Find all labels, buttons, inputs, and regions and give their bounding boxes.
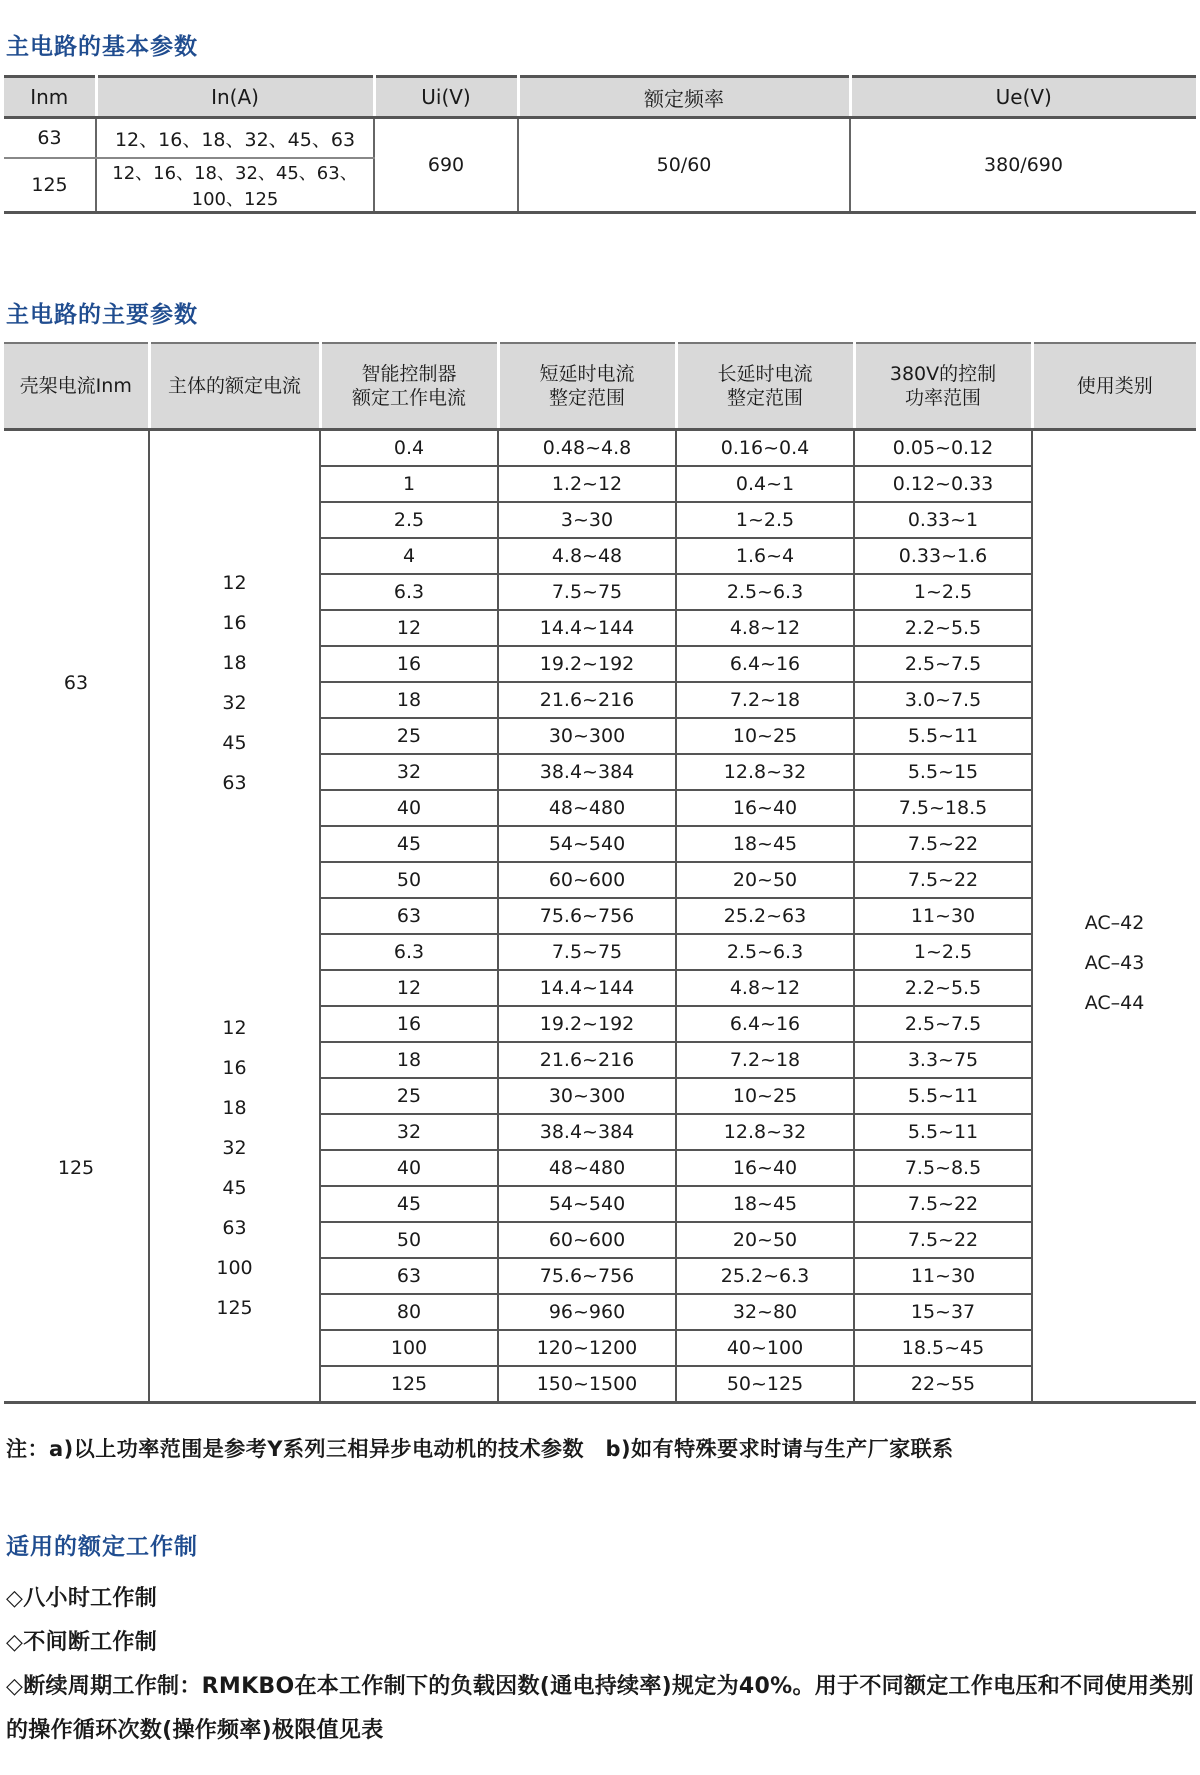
header-power-range	[854, 343, 1032, 430]
power-range-cell: 7.5~22	[854, 1186, 1032, 1222]
controller-current-cell: 12	[320, 970, 498, 1006]
diamond-icon: ◇	[6, 1586, 24, 1611]
short-delay-cell: 96~960	[498, 1294, 676, 1330]
main-params-header-row	[4, 343, 1196, 430]
long-delay-cell: 7.2~18	[676, 682, 854, 718]
short-delay-cell: 54~540	[498, 826, 676, 862]
power-range-cell: 15~37	[854, 1294, 1032, 1330]
diamond-icon: ◇	[6, 1630, 24, 1655]
power-range-cell: 1~2.5	[854, 574, 1032, 610]
long-delay-cell: 32~80	[676, 1294, 854, 1330]
short-delay-cell: 48~480	[498, 790, 676, 826]
power-range-cell: 0.33~1.6	[854, 538, 1032, 574]
long-delay-cell: 0.4~1	[676, 466, 854, 502]
category-value: AC–42	[1084, 912, 1145, 934]
long-delay-cell: 25.2~6.3	[676, 1258, 854, 1294]
table-row	[4, 934, 1196, 970]
power-range-cell: 7.5~18.5	[854, 790, 1032, 826]
controller-current-cell: 25	[320, 718, 498, 754]
header-controller-current	[320, 343, 498, 430]
power-range-cell: 11~30	[854, 1258, 1032, 1294]
long-delay-cell: 18~45	[676, 1186, 854, 1222]
power-range-cell: 7.5~22	[854, 862, 1032, 898]
short-delay-cell: 75.6~756	[498, 898, 676, 934]
header-category: 使用类别	[1032, 343, 1196, 430]
controller-current-cell: 63	[320, 898, 498, 934]
long-delay-cell: 6.4~16	[676, 1006, 854, 1042]
controller-current-cell: 1	[320, 466, 498, 502]
rated-current-value: 18	[222, 1096, 247, 1119]
ue-cell: 380/690	[850, 118, 1196, 213]
main-params-body	[4, 430, 1196, 1403]
power-range-cell: 7.5~22	[854, 826, 1032, 862]
short-delay-cell: 75.6~756	[498, 1258, 676, 1294]
long-delay-cell: 16~40	[676, 790, 854, 826]
ui-cell: 690	[374, 118, 518, 213]
controller-current-cell: 50	[320, 862, 498, 898]
controller-current-cell: 16	[320, 1006, 498, 1042]
short-delay-cell: 21.6~216	[498, 682, 676, 718]
basic-params-table	[4, 75, 1196, 214]
controller-current-cell: 100	[320, 1330, 498, 1366]
power-range-cell: 2.5~7.5	[854, 1006, 1032, 1042]
short-delay-cell: 14.4~144	[498, 610, 676, 646]
rated-current-value: 18	[222, 651, 247, 674]
header-frame-current: 壳架电流Inm	[4, 343, 149, 430]
power-range-cell: 5.5~11	[854, 1114, 1032, 1150]
header-line: 功率范围	[904, 387, 981, 409]
long-delay-cell: 12.8~32	[676, 754, 854, 790]
controller-current-cell: 12	[320, 610, 498, 646]
note: 注：a)以上功率范围是参考Y系列三相异步电动机的技术参数 b)如有特殊要求时请与生产厂家联系	[6, 1437, 954, 1461]
controller-current-cell: 45	[320, 1186, 498, 1222]
rated-current-value: 45	[222, 1176, 247, 1199]
controller-current-cell: 18	[320, 682, 498, 718]
long-delay-cell: 20~50	[676, 1222, 854, 1258]
header-line: 短延时电流	[539, 363, 635, 385]
short-delay-cell: 1.2~12	[498, 466, 676, 502]
rated-current-value: 63	[222, 771, 247, 794]
controller-current-cell: 32	[320, 1114, 498, 1150]
header-line: 整定范围	[726, 387, 803, 409]
controller-current-cell: 50	[320, 1222, 498, 1258]
short-delay-cell: 120~1200	[498, 1330, 676, 1366]
short-delay-cell: 48~480	[498, 1150, 676, 1186]
power-range-cell: 3.3~75	[854, 1042, 1032, 1078]
duty-item-text: 八小时工作制	[23, 1586, 158, 1611]
section2-title: 主电路的主要参数	[6, 302, 198, 328]
rated-current-value: 16	[222, 1056, 247, 1079]
short-delay-cell: 150~1500	[498, 1366, 676, 1403]
rated-current-value: 45	[222, 731, 247, 754]
rated-current-value: 32	[222, 691, 247, 714]
long-delay-cell: 4.8~12	[676, 610, 854, 646]
long-delay-cell: 6.4~16	[676, 646, 854, 682]
header-inm: Inm	[4, 77, 96, 118]
controller-current-cell: 32	[320, 754, 498, 790]
category-value: AC–43	[1084, 952, 1145, 974]
controller-current-cell: 45	[320, 826, 498, 862]
controller-current-cell: 63	[320, 1258, 498, 1294]
long-delay-cell: 2.5~6.3	[676, 934, 854, 970]
controller-current-cell: 6.3	[320, 934, 498, 970]
basic-params-header-row	[4, 77, 1196, 118]
category-value: AC–44	[1084, 992, 1145, 1014]
header-ue: Ue(V)	[850, 77, 1196, 118]
power-range-cell: 11~30	[854, 898, 1032, 934]
controller-current-cell: 80	[320, 1294, 498, 1330]
long-delay-cell: 10~25	[676, 718, 854, 754]
header-rated-current: 主体的额定电流	[149, 343, 320, 430]
rated-current-cell	[149, 934, 320, 1403]
table-row	[4, 118, 1196, 159]
controller-current-cell: 6.3	[320, 574, 498, 610]
long-delay-cell: 1~2.5	[676, 502, 854, 538]
main-params-table	[4, 342, 1196, 1404]
short-delay-cell: 54~540	[498, 1186, 676, 1222]
power-range-cell: 18.5~45	[854, 1330, 1032, 1366]
long-delay-cell: 16~40	[676, 1150, 854, 1186]
long-delay-cell: 7.2~18	[676, 1042, 854, 1078]
long-delay-cell: 40~100	[676, 1330, 854, 1366]
in-cell: 12、16、18、32、45、63	[96, 118, 374, 159]
power-range-cell: 5.5~11	[854, 718, 1032, 754]
frequency-cell: 50/60	[518, 118, 850, 213]
power-range-cell: 3.0~7.5	[854, 682, 1032, 718]
inm-cell: 63	[4, 118, 96, 159]
header-line: 整定范围	[548, 387, 625, 409]
duty-item-text: 不间断工作制	[23, 1630, 158, 1655]
table-row	[4, 430, 1196, 467]
long-delay-cell: 25.2~63	[676, 898, 854, 934]
list-item	[6, 1621, 1196, 1665]
header-line: 智能控制器	[361, 363, 457, 385]
short-delay-cell: 60~600	[498, 862, 676, 898]
header-frequency: 额定频率	[518, 77, 850, 118]
power-range-cell: 5.5~15	[854, 754, 1032, 790]
header-short-delay	[498, 343, 676, 430]
header-line: 380V的控制	[889, 363, 997, 385]
long-delay-cell: 50~125	[676, 1366, 854, 1403]
controller-current-cell: 2.5	[320, 502, 498, 538]
list-item	[6, 1577, 1196, 1621]
section3-title: 适用的额定工作制	[6, 1534, 198, 1560]
power-range-cell: 0.12~0.33	[854, 466, 1032, 502]
rated-current-value: 12	[222, 571, 247, 594]
short-delay-cell: 38.4~384	[498, 1114, 676, 1150]
header-ui: Ui(V)	[374, 77, 518, 118]
duty-list	[6, 1577, 1196, 1753]
power-range-cell: 7.5~8.5	[854, 1150, 1032, 1186]
power-range-cell: 2.2~5.5	[854, 970, 1032, 1006]
controller-current-cell: 16	[320, 646, 498, 682]
rated-current-value: 12	[222, 1016, 247, 1039]
long-delay-cell: 10~25	[676, 1078, 854, 1114]
short-delay-cell: 60~600	[498, 1222, 676, 1258]
long-delay-cell: 12.8~32	[676, 1114, 854, 1150]
short-delay-cell: 3~30	[498, 502, 676, 538]
in-cell: 12、16、18、32、45、63、100、125	[96, 158, 374, 213]
category-cell	[1032, 430, 1196, 1403]
power-range-cell: 7.5~22	[854, 1222, 1032, 1258]
controller-current-cell: 25	[320, 1078, 498, 1114]
rated-current-cell	[149, 430, 320, 935]
controller-current-cell: 4	[320, 538, 498, 574]
power-range-cell: 2.5~7.5	[854, 646, 1032, 682]
header-long-delay	[676, 343, 854, 430]
short-delay-cell: 7.5~75	[498, 574, 676, 610]
list-item	[6, 1665, 1196, 1753]
power-range-cell: 0.05~0.12	[854, 430, 1032, 467]
duty-item-text: 断续周期工作制：RMKBO在本工作制下的负载因数(通电持续率)规定为40%。用于不同额定工作电压和不同使用类别的操作循环次数(操作频率)极限值见表	[6, 1674, 1194, 1743]
short-delay-cell: 38.4~384	[498, 754, 676, 790]
short-delay-cell: 19.2~192	[498, 1006, 676, 1042]
long-delay-cell: 20~50	[676, 862, 854, 898]
header-line: 额定工作电流	[351, 387, 466, 409]
short-delay-cell: 30~300	[498, 718, 676, 754]
diamond-icon: ◇	[6, 1674, 24, 1699]
long-delay-cell: 4.8~12	[676, 970, 854, 1006]
frame-current-cell: 125	[57, 1156, 95, 1179]
controller-current-cell: 0.4	[320, 430, 498, 467]
long-delay-cell: 2.5~6.3	[676, 574, 854, 610]
power-range-cell: 2.2~5.5	[854, 610, 1032, 646]
power-range-cell: 1~2.5	[854, 934, 1032, 970]
short-delay-cell: 19.2~192	[498, 646, 676, 682]
controller-current-cell: 40	[320, 1150, 498, 1186]
short-delay-cell: 30~300	[498, 1078, 676, 1114]
controller-current-cell: 40	[320, 790, 498, 826]
inm-cell: 125	[31, 174, 68, 196]
rated-current-value: 32	[222, 1136, 247, 1159]
power-range-cell: 0.33~1	[854, 502, 1032, 538]
frame-current-cell: 63	[63, 671, 89, 694]
long-delay-cell: 0.16~0.4	[676, 430, 854, 467]
controller-current-cell: 125	[320, 1366, 498, 1403]
section1-title: 主电路的基本参数	[6, 34, 198, 60]
rated-current-value: 125	[216, 1296, 253, 1319]
rated-current-value: 100	[216, 1256, 253, 1279]
header-line: 长延时电流	[717, 363, 813, 385]
short-delay-cell: 7.5~75	[498, 934, 676, 970]
long-delay-cell: 1.6~4	[676, 538, 854, 574]
rated-current-value: 63	[222, 1216, 247, 1239]
header-in: In(A)	[96, 77, 374, 118]
long-delay-cell: 18~45	[676, 826, 854, 862]
short-delay-cell: 21.6~216	[498, 1042, 676, 1078]
short-delay-cell: 0.48~4.8	[498, 430, 676, 467]
short-delay-cell: 14.4~144	[498, 970, 676, 1006]
short-delay-cell: 4.8~48	[498, 538, 676, 574]
power-range-cell: 22~55	[854, 1366, 1032, 1403]
rated-current-value: 16	[222, 611, 247, 634]
power-range-cell: 5.5~11	[854, 1078, 1032, 1114]
controller-current-cell: 18	[320, 1042, 498, 1078]
